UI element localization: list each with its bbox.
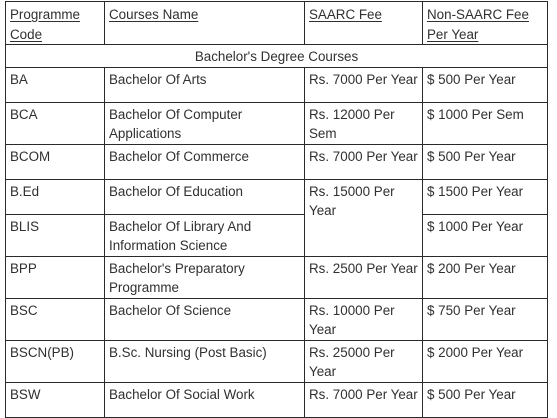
fee-table-container <box>5 1 548 418</box>
saarc-fee-cell: Rs. 7000 Per Year <box>305 382 423 417</box>
non-saarc-fee-cell: $ 500 Per Year <box>423 144 548 179</box>
fee-table <box>5 1 548 418</box>
table-row <box>6 256 548 298</box>
course-name-cell: Bachelor Of Arts <box>105 67 305 102</box>
non-saarc-fee-cell: $ 1500 Per Year <box>423 179 548 214</box>
header-courses-name: Courses Name <box>105 2 305 45</box>
table-row <box>6 67 548 102</box>
saarc-fee-cell: Rs. 15000 Per Year <box>305 179 423 256</box>
saarc-fee-cell: Rs. 2500 Per Year <box>305 256 423 298</box>
programme-code-cell: BCA <box>6 102 105 144</box>
table-row <box>6 298 548 340</box>
saarc-fee-cell: Rs. 7000 Per Year <box>305 67 423 102</box>
programme-code-cell: BPP <box>6 256 105 298</box>
course-name-cell: Bachelor Of Library And Information Science <box>105 214 305 256</box>
programme-code-cell: B.Ed <box>6 179 105 214</box>
table-row <box>6 340 548 382</box>
saarc-fee-cell: Rs. 10000 Per Year <box>305 298 423 340</box>
course-name-cell: Bachelor's Preparatory Programme <box>105 256 305 298</box>
table-row <box>6 179 548 214</box>
course-name-cell: Bachelor Of Commerce <box>105 144 305 179</box>
section-title: Bachelor's Degree Courses <box>6 45 548 68</box>
programme-code-cell: BSCN(PB) <box>6 340 105 382</box>
saarc-fee-cell: Rs. 12000 Per Sem <box>305 102 423 144</box>
course-name-cell: Bachelor Of Science <box>105 298 305 340</box>
programme-code-cell: BSW <box>6 382 105 417</box>
course-name-cell: Bachelor Of Social Work <box>105 382 305 417</box>
non-saarc-fee-cell: $ 750 Per Year <box>423 298 548 340</box>
table-row <box>6 382 548 417</box>
non-saarc-fee-cell: $ 1000 Per Year <box>423 214 548 256</box>
programme-code-cell: BA <box>6 67 105 102</box>
non-saarc-fee-cell: $ 2000 Per Year <box>423 340 548 382</box>
header-non-saarc-fee: Non-SAARC Fee Per Year <box>423 2 548 45</box>
header-saarc-fee: SAARC Fee <box>305 2 423 45</box>
non-saarc-fee-cell: $ 1000 Per Sem <box>423 102 548 144</box>
programme-code-cell: BLIS <box>6 214 105 256</box>
non-saarc-fee-cell: $ 500 Per Year <box>423 67 548 102</box>
saarc-fee-cell: Rs. 7000 Per Year <box>305 144 423 179</box>
table-row <box>6 214 548 256</box>
header-row <box>6 2 548 45</box>
saarc-fee-cell: Rs. 25000 Per Year <box>305 340 423 382</box>
non-saarc-fee-cell: $ 200 Per Year <box>423 256 548 298</box>
non-saarc-fee-cell: $ 500 Per Year <box>423 382 548 417</box>
course-name-cell: B.Sc. Nursing (Post Basic) <box>105 340 305 382</box>
programme-code-cell: BSC <box>6 298 105 340</box>
course-name-cell: Bachelor Of Education <box>105 179 305 214</box>
course-name-cell: Bachelor Of Computer Applications <box>105 102 305 144</box>
table-row <box>6 144 548 179</box>
header-programme-code: Programme Code <box>6 2 105 45</box>
table-row <box>6 102 548 144</box>
programme-code-cell: BCOM <box>6 144 105 179</box>
section-row <box>6 45 548 68</box>
